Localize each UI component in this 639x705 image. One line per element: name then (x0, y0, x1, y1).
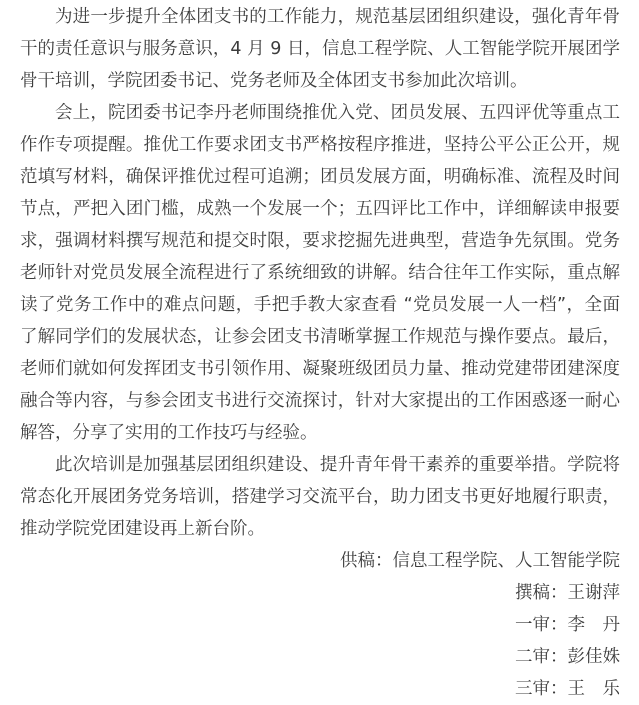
paragraph-conclusion: 此次培训是加强基层团组织建设、提升青年骨干素养的重要举措。学院将常态化开展团务党务培训，搭建学习交流平台，助力团支书更好地履行职责，推动学院党团建设再上新台阶。 (20, 455, 620, 539)
credits-block (20, 545, 620, 705)
credit-source: 供稿：信息工程学院、人工智能学院 (340, 551, 620, 571)
credit-second-review: 二审：彭佳姝 (515, 647, 620, 667)
credit-first-review: 一审：李 丹 (515, 615, 620, 635)
paragraph-training-details: 会上，院团委书记李丹老师围绕推优入党、团员发展、五四评优等重点工作作专项提醒。推优工作要求团支书严格按程序推进，坚持公平公正公开，规范填写材料，确保评推优过程可追溯；团员发展方面，明确标准、流程及时间节点，严把入团门槛，成熟一个发展一个；五四评比工作中，详细解读申报要求，强调材料撰写规范和提交时限，要求挖掘先进典型，营造争先氛围。党务老师针对党员发展全流程进行了系统细致的讲解。结合往年工作实际，重点解读了党务工作中的难点问题，手把手教大家查看 “党员发展一人一档”，全面了解同学们的发展状态，让参会团支书清晰掌握工作规范与操作要点。最后，老师们就如何发挥团支书引领作用、凝聚班级团员力量、推动党建带团建深度融合等内容，与参会团支书进行交流探讨，针对大家提出的工作困惑逐一耐心解答，分享了实用的工作技巧与经验。 (20, 103, 620, 443)
credit-third-review: 三审：王 乐 (515, 679, 620, 699)
credit-author: 撰稿：王谢萍 (515, 583, 620, 603)
paragraph-intro: 为进一步提升全体团支书的工作能力，规范基层团组织建设，强化青年骨干的责任意识与服务意识，4 月 9 日，信息工程学院、人工智能学院开展团学骨干培训，学院团委书记、党务老师及全体团支书参加此次培训。 (20, 7, 620, 91)
